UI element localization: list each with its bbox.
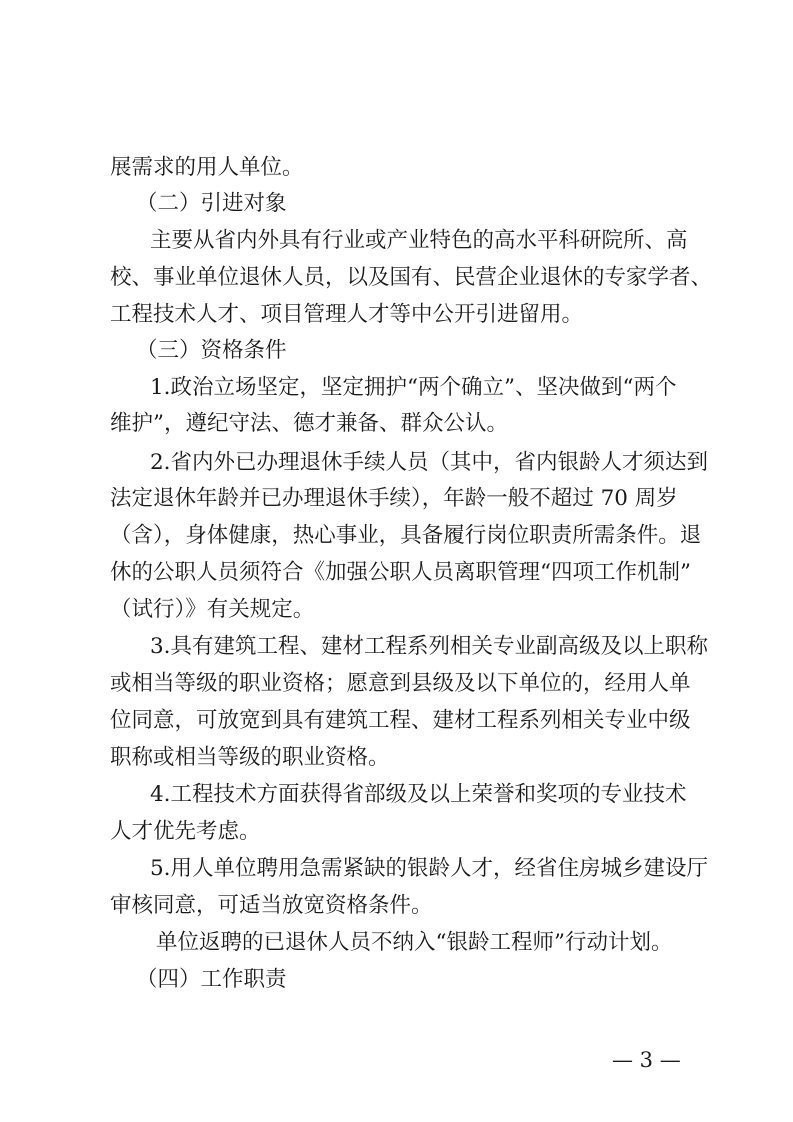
paragraph-line: 工程技术人才、项目管理人才等中公开引进留用。 bbox=[110, 302, 584, 327]
section-heading-3: （三）资格条件 bbox=[136, 338, 287, 363]
section-heading-4: （四）工作职责 bbox=[136, 967, 287, 992]
paragraph-line: 展需求的用人单位。 bbox=[110, 155, 304, 180]
paragraph-line: （试行）》有关规定。 bbox=[110, 597, 315, 622]
section-heading-2: （二）引进对象 bbox=[136, 191, 287, 216]
paragraph-line: 校、事业单位退休人员，以及国有、民营企业退休的专家学者、 bbox=[110, 265, 713, 290]
paragraph-line: 3.具有建筑工程、建材工程系列相关专业副高级及以上职称 bbox=[150, 634, 709, 659]
paragraph-line: 主要从省内外具有行业或产业特色的高水平科研院所、高 bbox=[150, 228, 688, 253]
paragraph-line: （含），身体健康，热心事业，具备履行岗位职责所需条件。退 bbox=[110, 523, 702, 548]
paragraph-line: 位同意，可放宽到具有建筑工程、建材工程系列相关专业中级 bbox=[110, 708, 691, 733]
paragraph-line: 休的公职人员须符合《加强公职人员离职管理“四项工作机制” bbox=[110, 560, 691, 585]
paragraph-line: 人才优先考虑。 bbox=[110, 819, 261, 844]
paragraph-line: 2.省内外已办理退休手续人员（其中，省内银龄人才须达到 bbox=[150, 450, 709, 475]
page-number: — 3 — bbox=[612, 1048, 681, 1072]
paragraph-line: 单位返聘的已退休人员不纳入“银龄工程师”行动计划。 bbox=[156, 930, 673, 955]
paragraph-line: 4.工程技术方面获得省部级及以上荣誉和奖项的专业技术 bbox=[150, 782, 687, 807]
paragraph-line: 审核同意，可适当放宽资格条件。 bbox=[110, 893, 433, 918]
paragraph-line: 或相当等级的职业资格；愿意到县级及以下单位的，经用人单 bbox=[110, 671, 691, 696]
paragraph-line: 1.政治立场坚定，坚定拥护“两个确立”、坚决做到“两个 bbox=[150, 375, 677, 400]
paragraph-line: 维护”，遵纪守法、德才兼备、群众公认。 bbox=[110, 411, 508, 436]
paragraph-line: 职称或相当等级的职业资格。 bbox=[110, 745, 390, 770]
paragraph-line: 法定退休年龄并已办理退休手续），年龄一般不超过 70 周岁 bbox=[110, 486, 678, 511]
paragraph-line: 5.用人单位聘用急需紧缺的银龄人才，经省住房城乡建设厅 bbox=[150, 856, 709, 881]
